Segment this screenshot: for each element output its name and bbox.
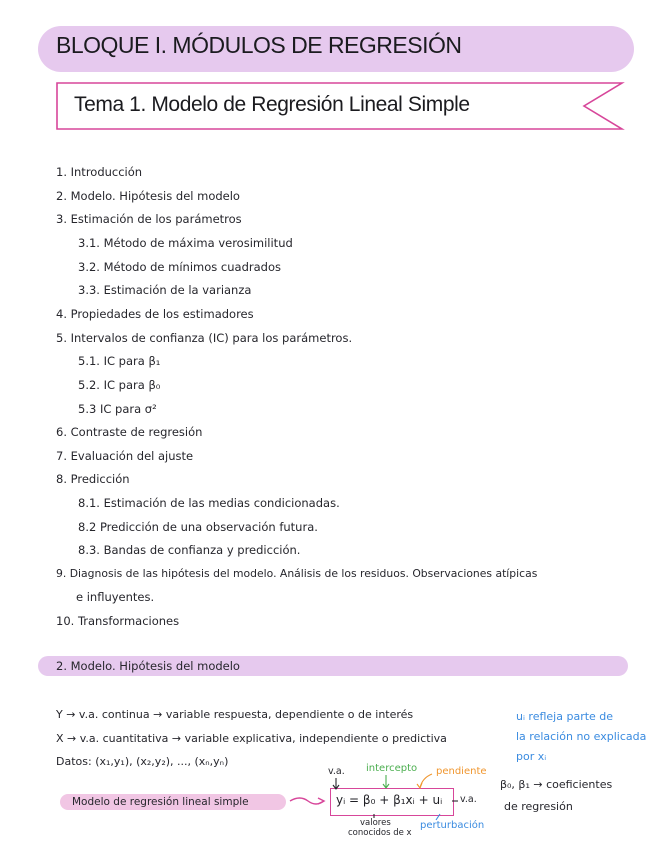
datos-line: Datos: (x₁,y₁), (x₂,y₂), ..., (xₙ,yₙ) [56, 755, 229, 768]
arrow-up-icon [436, 814, 440, 820]
toc-item: 8. Predicción [56, 472, 130, 486]
toc-item: 10. Transformaciones [56, 614, 180, 628]
toc-item: 2. Modelo. Hipótesis del modelo [56, 189, 240, 203]
ui-note: uᵢ refleja parte de [516, 710, 614, 723]
toc-item: 3.3. Estimación de la varianza [78, 283, 252, 297]
toc-item: 3.1. Método de máxima verosimilitud [78, 236, 293, 250]
valores-label: conocidos de x [348, 828, 412, 838]
va-label-right: v.a. [460, 794, 477, 805]
toc-item: 3.2. Método de mínimos cuadrados [78, 260, 281, 274]
pendiente-label: pendiente [436, 766, 487, 777]
toc-item: 5.3 IC para σ² [78, 402, 157, 416]
model-label: Modelo de regresión lineal simple [72, 796, 249, 808]
model-equation: yᵢ = β₀ + β₁xᵢ + uᵢ [336, 793, 443, 807]
ui-note: la relación no explicada [516, 730, 647, 743]
beta-note: de regresión [504, 800, 573, 813]
perturbacion-label: perturbación [420, 820, 485, 831]
toc-item: 3. Estimación de los parámetros [56, 212, 242, 226]
intercepto-label: intercepto [366, 763, 418, 774]
toc-item: 8.2 Predicción de una observación futura. [78, 520, 318, 534]
va-label-left: v.a. [328, 766, 345, 777]
x-definition: X → v.a. cuantitativa → variable explicativa, independiente o predictiva [56, 732, 447, 745]
toc-item: 5.1. IC para β₁ [78, 354, 161, 368]
toc-item: 4. Propiedades de los estimadores [56, 307, 254, 321]
y-definition: Y → v.a. continua → variable respuesta, dependiente o de interés [56, 708, 414, 721]
toc-item: 7. Evaluación del ajuste [56, 449, 194, 463]
toc-item: 8.3. Bandas de confianza y predicción. [78, 543, 301, 557]
tema-title: Tema 1. Modelo de Regresión Lineal Simple [74, 93, 470, 116]
toc-item: 5.2. IC para β₀ [78, 378, 161, 392]
beta-note: β₀, β₁ → coeficientes [500, 778, 613, 791]
toc-item: 5. Intervalos de confianza (IC) para los parámetros. [56, 331, 353, 345]
valores-label: valores [360, 818, 391, 828]
ui-note: por xᵢ [516, 750, 547, 763]
toc-item: 9. Diagnosis de las hipótesis del modelo. Análisis de los residuos. Observaciones atípicas [56, 567, 538, 580]
toc-item: 1. Introducción [56, 165, 143, 179]
section-title: 2. Modelo. Hipótesis del modelo [56, 659, 240, 673]
toc-item: 8.1. Estimación de las medias condicionadas. [78, 496, 340, 510]
block-title: BLOQUE I. MÓDULOS DE REGRESIÓN [56, 32, 462, 58]
toc-item: e influyentes. [76, 590, 155, 604]
toc-item: 6. Contraste de regresión [56, 425, 203, 439]
arrow-down-icon [420, 774, 432, 788]
